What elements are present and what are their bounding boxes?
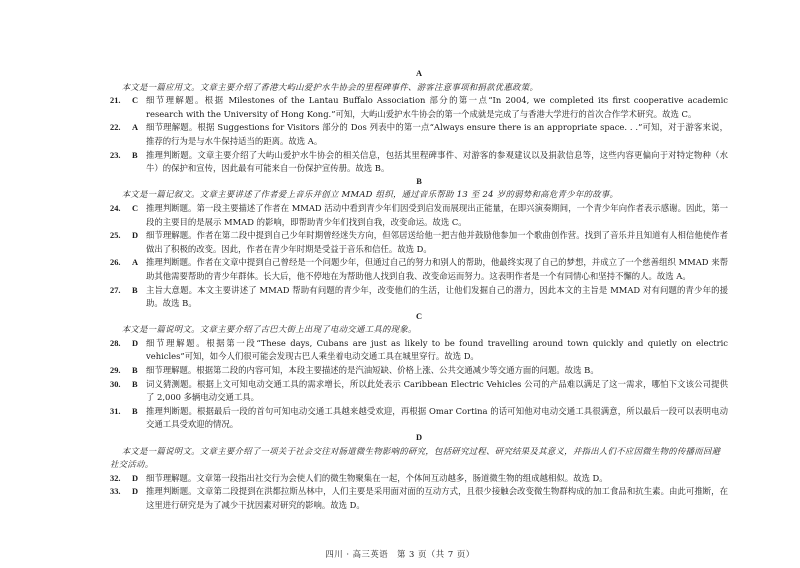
question-number: 30. [110,379,121,389]
page-footer: 四川 · 高三英语 第 3 页（共 7 页） [325,549,475,559]
explanation-text: 词义猜测题。根据上文可知电动交通工具的需求增长，所以此处表示 Caribbean Electric Vehicles 公司的产品难以满足了这一需求，哪怕下文该公司提供了 2,000 多辆电动交通工具。 [146,378,728,403]
question-explanation [110,229,728,256]
question-explanation [110,472,728,486]
question-number: 23. [110,150,121,160]
passage-summary: 本文是一篇应用文。文章主要介绍了香港大屿山爱护水牛协会的里程碑事件、游客注意事项和捐款优惠政策。 [121,81,539,92]
question-number: 31. [110,406,121,416]
explanation-text: 细节理解题。根据 Suggestions for Visitors 部分的 Dos 列表中的第一点“Always ensure there is an appropriate space. . .”可知，对于游客来说，推荐的行为是与水牛保持适当的距离。故选 A。 [146,122,728,146]
passage-summary: 本文是一篇说明文。文章主要介绍了古巴大街上出现了电动交通工具的现象。 [121,324,417,335]
question-explanation [110,202,728,229]
question-number: 28. [110,338,121,348]
explanation-text: 细节理解题。根据 Milestones of the Lantau Buffalo Association 部分的第一点“In 2004, we completed its first cooperative academic research with the University of Hong Kong.”可知，大屿山爱护水牛协会的第一个成就是完成了与香港大学进行的首次合作学术研究。故选 C。 [146,95,728,119]
section-title: C [415,311,423,321]
answer-letter: A [132,123,139,133]
passage-summary: 本文是一篇说明文。文章主要介绍了一项关于社会交往对肠道微生物影响的研究，包括研究过程、研究结果及其意义，并指出人们不应因微生物的传播而回避社交活动。 [110,445,721,470]
explanation-text: 细节理解题。根据第二段的内容可知，本段主要描述的是汽油短缺、价格上涨、公共交通减少等交通方面的问题。故选 B。 [146,365,599,376]
answer-letter: B [132,406,138,416]
question-number: 27. [110,285,121,295]
answer-letter: D [132,338,139,348]
answer-key-content [110,68,728,513]
answer-letter: B [132,150,138,160]
explanation-text: 细节理解题。文章第一段指出社交行为会使人们的微生物聚集在一起，个体间互动越多，肠道微生物的组成越相似。故选 D。 [146,472,608,483]
question-explanation [110,337,728,364]
question-explanation [110,485,728,512]
question-number: 32. [110,473,121,483]
question-explanation [110,364,728,378]
explanation-text: 推理判断题。文章主要介绍了大屿山爱护水牛协会的相关信息，包括其里程碑事件、对游客的参观建议以及捐款信息等，这些内容更偏向于对特定物种（水牛）的保护和宣传，因此最有可能来自一份保护宣传册。故选 B。 [146,149,728,174]
explanation-text: 细节理解题。作者在第二段中提到自己少年时期曾经迷失方向，但邻居送给他一把吉他并鼓励他参加一个歌曲创作营。找到了音乐并且知道有人相信他使作者做出了积极的改变。因此，作者在青少年时期是受益于音乐和信任。故选 D。 [146,230,728,254]
question-explanation [110,284,728,311]
explanation-text: 主旨大意题。本文主要讲述了 MMAD 帮助有问题的青少年，改变他们的生活，让他们发掘自己的潜力，因此本文的主旨是 MMAD 对有问题的青少年的援助。故选 B。 [146,284,728,309]
section-title: A [415,69,423,78]
question-number: 24. [110,203,121,213]
section-title: B [416,176,422,186]
explanation-text: 细节理解题。根据第一段“These days, Cubans are just as likely to be found travelling around town quickly and quietly on electric vehicles”可知，如今人们很可能会发现古巴人乘坐着电动交通工具在城里穿行。故选 D。 [146,337,728,362]
question-explanation [110,378,728,405]
answer-letter: D [132,487,139,497]
explanation-text: 推理判断题。根据最后一段的首句可知电动交通工具越来越受欢迎，再根据 Omar Cortina 的话可知他对电动交通工具很满意，所以最后一段可以表明电动交通工具受欢迎的情况。 [146,405,728,430]
answer-letter: C [132,96,139,106]
answer-letter: C [132,203,139,213]
explanation-text: 推理判断题。作者在文章中提到自己曾经是一个问题少年，但通过自己的努力和别人的帮助，他最终实现了自己的梦想，并成立了一个慈善组织 MMAD 来帮助其他需要帮助的青少年群体。长大后，他不停地在为帮助他人找到自我、改变命运而努力。这表明作者是一个有同情心和坚持不懈的人。故选 A。 [146,257,728,281]
question-number: 21. [110,96,121,106]
passage-summary: 本文是一篇记叙文。文章主要讲述了作者爱上音乐并创立 MMAD 组织，通过音乐帮助 13 至 24 岁的弱势和高危青少年的故事。 [121,189,619,200]
question-explanation [110,256,728,283]
question-explanation [110,405,728,432]
question-number: 26. [110,258,121,268]
answer-letter: D [132,231,139,241]
question-explanation [110,121,728,148]
explanation-text: 推理判断题。第一段主要描述了作者在 MMAD 活动中看到青少年们因受到启发而展现出正能量，在即兴演奏期间，一个青少年向作者表示感谢。因此，第一段的主要目的是展示 MMAD 的影响，即帮助青少年们找到自我，改变命运。故选 C。 [146,202,728,227]
answer-letter: B [132,366,138,376]
question-number: 22. [110,123,121,133]
question-explanation [110,94,728,121]
answer-letter: B [132,379,138,389]
answer-letter: A [132,258,139,268]
answer-letter: D [132,473,139,483]
explanation-text: 推理判断题。文章第二段提到在洪都拉斯丛林中，人们主要是采用面对面的互动方式，且很少接触会改变微生物群构成的加工食品和抗生素。由此可推断，在这里进行研究是为了减少干扰因素对研究的影响。故选 D。 [146,486,728,510]
answer-letter: B [132,285,138,295]
question-explanation [110,149,728,176]
question-number: 25. [110,231,121,241]
question-number: 29. [110,366,121,376]
section-title: D [415,433,423,443]
question-number: 33. [110,487,121,497]
